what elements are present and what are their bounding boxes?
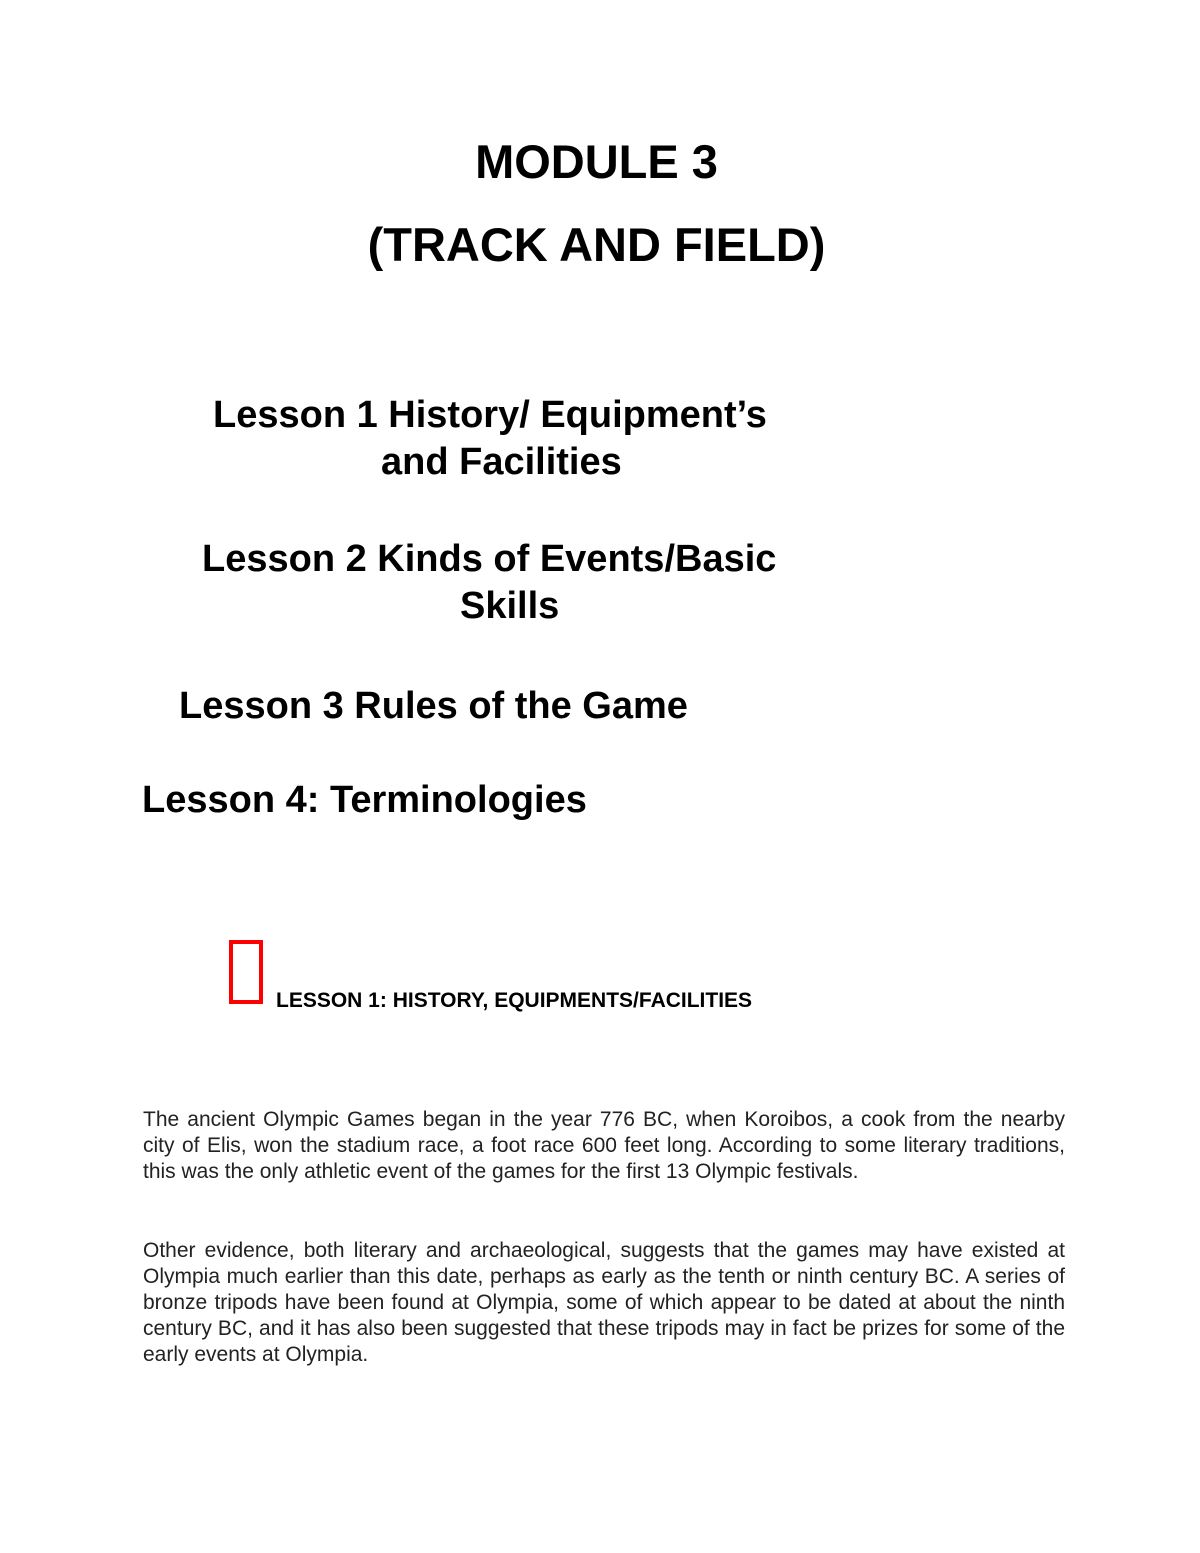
body-paragraph-1: The ancient Olympic Games began in the year 776 BC, when Koroibos, a cook from the nearby city of Elis, won the stadium race, a foot race 600 feet long. According to some literary traditions, this was the only athletic event of the games for the first 13 Olympic festivals. xyxy=(143,1108,1065,1183)
section-heading: LESSON 1: HISTORY, EQUIPMENTS/FACILITIES xyxy=(276,989,753,1012)
lesson-3-title: Lesson 3 Rules of the Game xyxy=(179,685,688,727)
missing-glyph-box-icon xyxy=(229,940,263,1004)
module-subtitle: (TRACK AND FIELD) xyxy=(367,218,826,271)
lesson-2-title-line-2: Skills xyxy=(460,585,560,627)
lesson-1-title-line-1: Lesson 1 History/ Equipment’s xyxy=(213,394,767,436)
body-paragraph-2: Other evidence, both literary and archaeological, suggests that the games may have existed at Olympia much earlier than this date, perhaps as early as the tenth or ninth century BC. A series of bronze tripods have been found at Olympia, some of which appear to be dated at about the ninth century BC, and it has also been suggested that these tripods may in fact be prizes for some of the early events at Olympia. xyxy=(143,1239,1065,1366)
lesson-4-title: Lesson 4: Terminologies xyxy=(142,779,587,821)
lesson-2-title-line-1: Lesson 2 Kinds of Events/Basic xyxy=(202,538,777,580)
lesson-1-title-line-2: and Facilities xyxy=(381,441,622,483)
module-title: MODULE 3 xyxy=(475,135,718,188)
